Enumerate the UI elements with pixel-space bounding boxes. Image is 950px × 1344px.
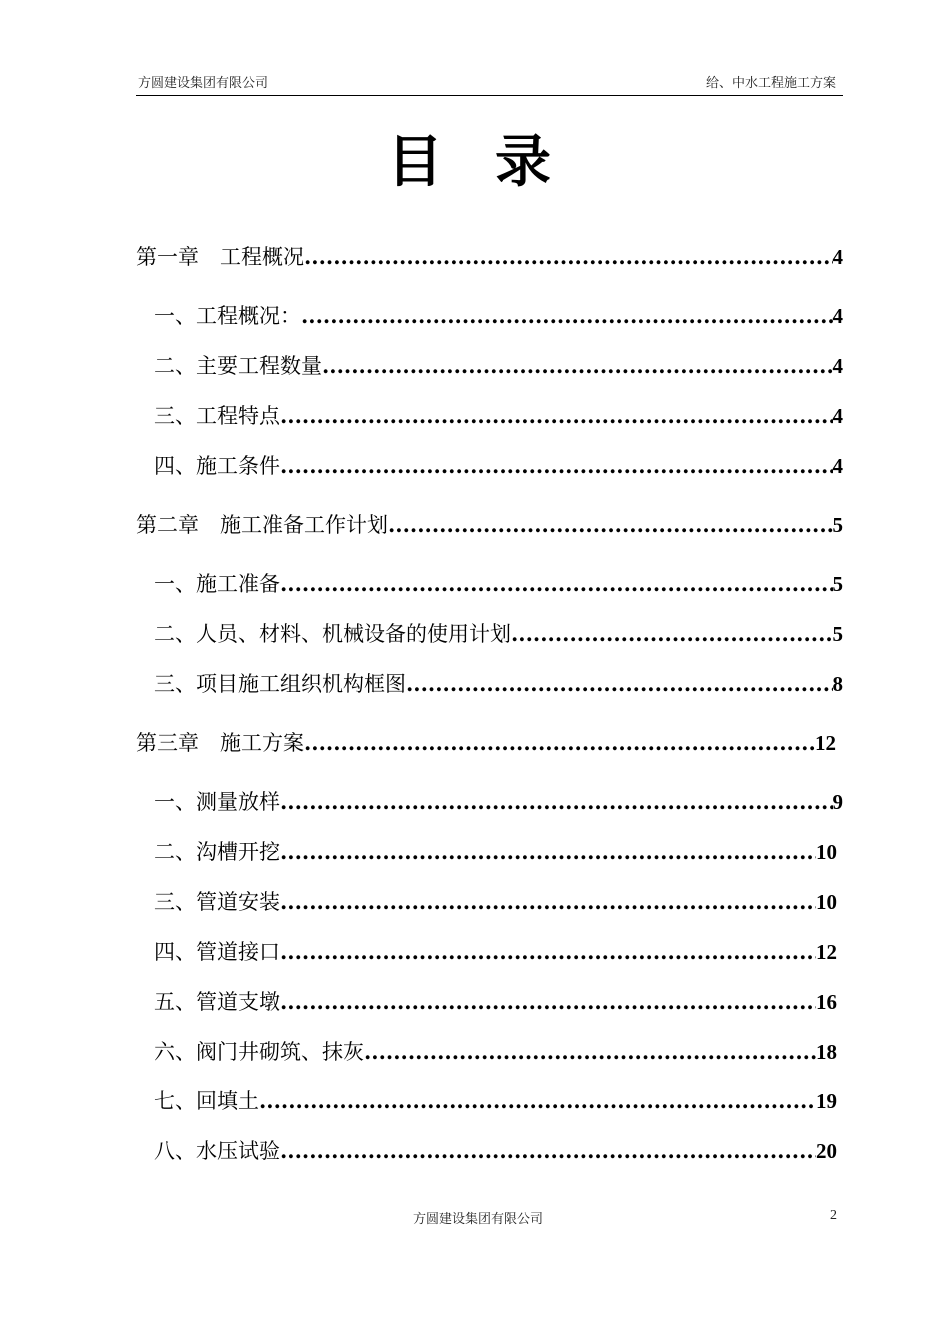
toc-entry[interactable] [154, 568, 843, 598]
toc-leader-dots [388, 512, 833, 537]
toc-entry-page: 12 [816, 940, 837, 964]
toc-leader-dots [280, 1138, 816, 1163]
toc-entry-chapter-2[interactable] [136, 509, 843, 539]
toc-entry[interactable] [154, 668, 843, 698]
toc-leader-dots [280, 889, 816, 914]
toc-leader-dots [259, 1088, 816, 1113]
toc-entry-page: 4 [832, 245, 843, 269]
toc-leader-dots [406, 671, 833, 696]
toc-leader-dots [322, 353, 833, 378]
toc-entry-page: 9 [832, 790, 843, 814]
toc-entry[interactable] [154, 618, 843, 648]
toc-leader-dots [280, 571, 833, 596]
toc-entry[interactable] [154, 886, 837, 916]
toc-entry[interactable] [154, 1036, 837, 1066]
toc-entry[interactable] [154, 836, 837, 866]
toc-entry-page: 4 [832, 354, 843, 378]
toc-entry[interactable] [154, 1135, 837, 1165]
toc-entry-page: 10 [816, 890, 837, 914]
toc-entry[interactable] [154, 936, 837, 966]
toc-leader-dots [280, 839, 816, 864]
header-divider [136, 95, 843, 96]
toc-entry-label: 二、沟槽开挖 [154, 840, 280, 864]
toc-entry[interactable] [154, 786, 843, 816]
toc-leader-dots [280, 989, 816, 1014]
toc-leader-dots [301, 303, 833, 328]
toc-entry-label: 六、阀门井砌筑、抹灰 [154, 1040, 364, 1064]
toc-entry-page: 19 [816, 1089, 837, 1113]
toc-entry-page: 10 [816, 840, 837, 864]
toc-leader-dots [280, 453, 833, 478]
toc-entry-label: 二、主要工程数量 [154, 354, 322, 378]
toc-entry-page: 5 [832, 572, 843, 596]
toc-entry-page: 4 [832, 454, 843, 478]
toc-entry-chapter-1[interactable] [136, 241, 843, 271]
toc-entry-page: 16 [816, 990, 837, 1014]
toc-leader-dots [280, 789, 833, 814]
toc-entry-label: 三、工程特点 [154, 404, 280, 428]
toc-leader-dots [304, 730, 815, 755]
toc-entry[interactable] [154, 350, 843, 380]
footer-company: 方圆建设集团有限公司 [413, 1212, 544, 1227]
page-title: 目录 [387, 130, 603, 195]
toc-entry-label: 第三章 施工方案 [136, 731, 304, 755]
footer-page-number: 2 [830, 1208, 837, 1223]
toc-leader-dots [364, 1039, 816, 1064]
toc-leader-dots [280, 403, 833, 428]
toc-entry-label: 一、施工准备 [154, 572, 280, 596]
toc-entry-label: 二、人员、材料、机械设备的使用计划 [154, 622, 511, 646]
toc-entry-page: 18 [816, 1040, 837, 1064]
toc-entry-page: 8 [832, 672, 843, 696]
toc-entry-page: 4 [832, 404, 843, 428]
toc-entry-label: 七、回填土 [154, 1089, 259, 1113]
toc-entry-page: 12 [815, 731, 836, 755]
toc-entry-page: 5 [832, 513, 843, 537]
toc-entry-chapter-3[interactable] [136, 727, 836, 757]
toc-entry[interactable] [154, 986, 837, 1016]
toc-entry-label: 第一章 工程概况 [136, 245, 304, 269]
toc-entry[interactable] [154, 400, 843, 430]
toc-entry-page: 20 [816, 1139, 837, 1163]
toc-leader-dots [280, 939, 816, 964]
toc-entry[interactable] [154, 300, 843, 330]
toc-entry[interactable] [154, 450, 843, 480]
toc-entry[interactable] [154, 1085, 837, 1115]
toc-leader-dots [511, 621, 833, 646]
toc-entry-label: 五、管道支墩 [154, 990, 280, 1014]
toc-entry-label: 一、测量放样 [154, 790, 280, 814]
toc-leader-dots [304, 244, 833, 269]
header-doc-title: 给、中水工程施工方案 [705, 76, 836, 91]
toc-entry-label: 四、施工条件 [154, 454, 280, 478]
toc-entry-label: 三、管道安装 [154, 890, 280, 914]
toc-entry-label: 四、管道接口 [154, 940, 280, 964]
header-company: 方圆建设集团有限公司 [138, 76, 269, 91]
toc-entry-page: 4 [832, 304, 843, 328]
toc-entry-label: 三、项目施工组织机构框图 [154, 672, 406, 696]
toc-entry-page: 5 [832, 622, 843, 646]
toc-entry-label: 八、水压试验 [154, 1139, 280, 1163]
toc-entry-label: 一、工程概况： [154, 304, 301, 328]
toc-entry-label: 第二章 施工准备工作计划 [136, 513, 388, 537]
